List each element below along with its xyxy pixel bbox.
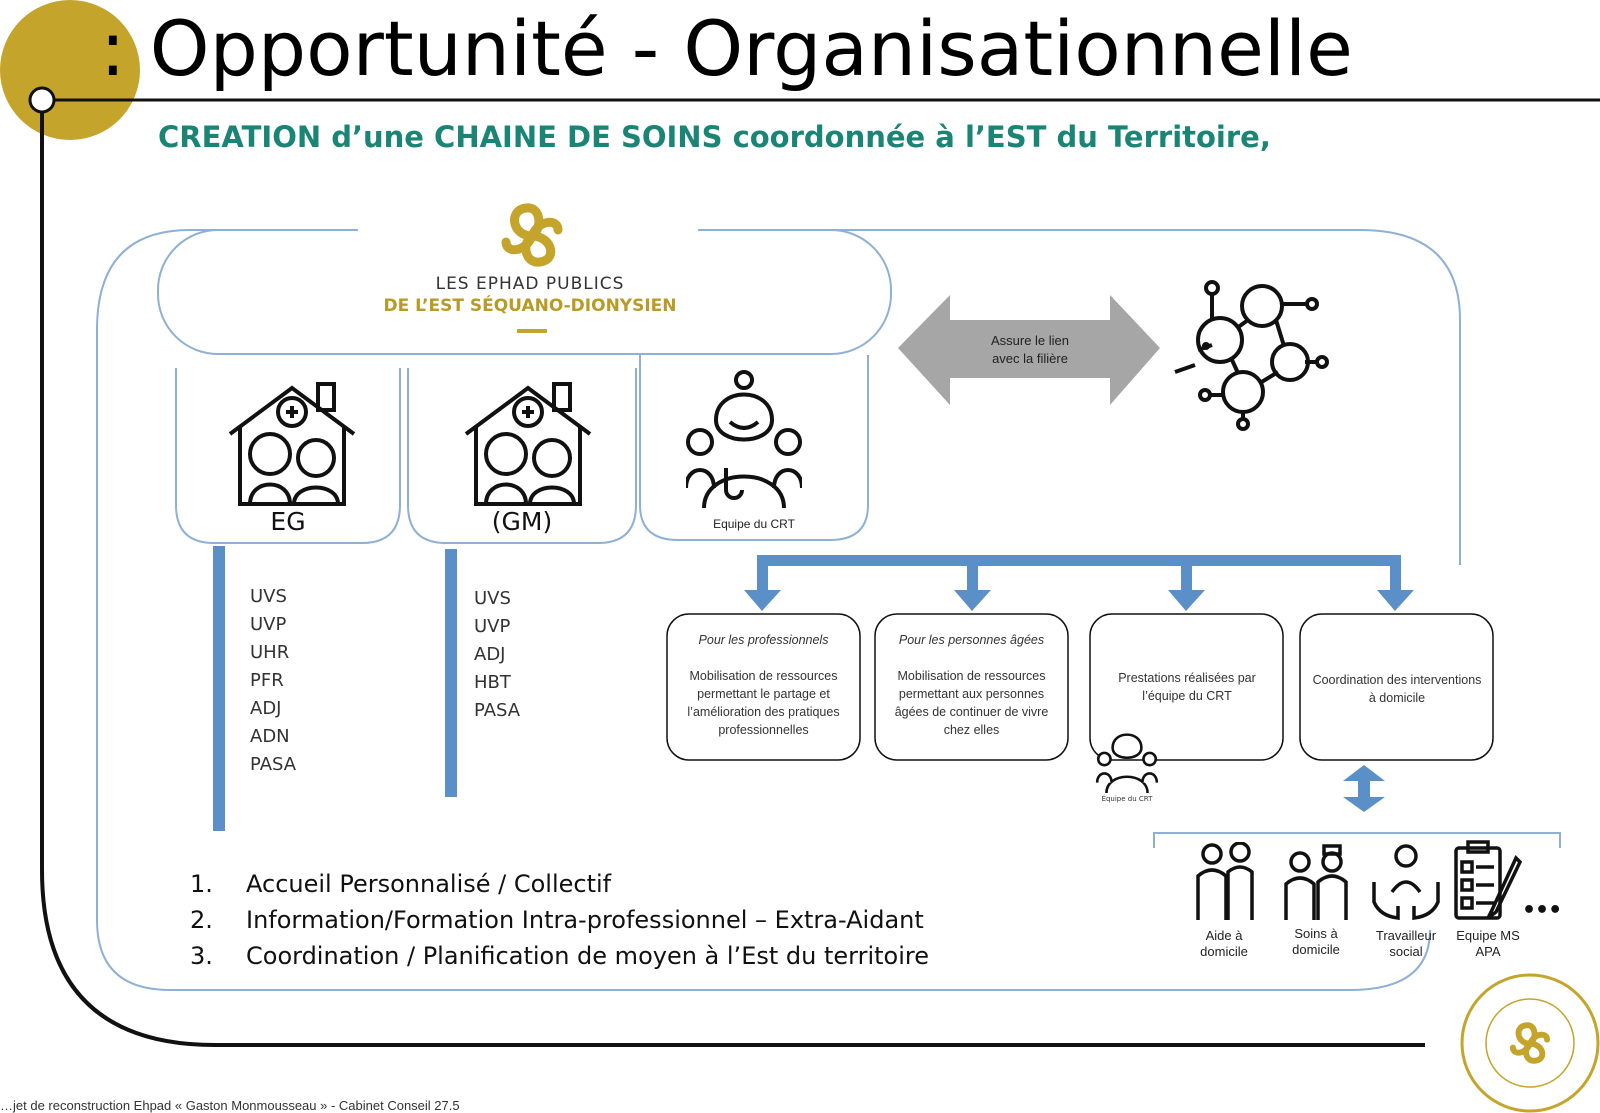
box-elderly-title: Pour les personnes âgées xyxy=(898,633,1045,647)
actor-label: Travailleur social xyxy=(1375,928,1437,959)
service-item: UVS xyxy=(474,588,511,609)
box-crt-services-body: Prestations réalisées par l’équipe du CRT xyxy=(1118,671,1256,703)
box-elderly-body: Mobilisation de ressources permettant aux personnes âgées de continuer de vivre chez elles xyxy=(894,669,1049,737)
eg-services-list xyxy=(250,583,296,779)
page-title: : Opportunité - Organisationnelle xyxy=(100,4,1353,93)
logo-underline xyxy=(517,329,547,333)
home-help-icon xyxy=(1190,842,1260,922)
social-worker-icon xyxy=(1370,842,1442,922)
service-item: ADJ xyxy=(250,698,282,719)
frame-node-circle xyxy=(30,88,54,112)
nursing-home-icon xyxy=(458,374,598,510)
medical-team-icon xyxy=(686,370,802,510)
distribution-connector xyxy=(744,555,1414,611)
actor-label: Equipe MS APA xyxy=(1456,928,1520,959)
objective-item: 1. Accueil Personnalisé / Collectif xyxy=(190,870,612,898)
crt-small-caption: Équipe du CRT xyxy=(1101,795,1153,803)
stamp-logo-mark xyxy=(1506,1020,1554,1066)
home-care-icon xyxy=(1280,840,1354,922)
service-item: UVP xyxy=(250,614,287,635)
footer-text: …jet de reconstruction Ehpad « Gaston Monmousseau » - Cabinet Conseil 27.5 xyxy=(0,1098,460,1113)
actor-label: Aide à domicile xyxy=(1200,928,1248,959)
eg-services-bar xyxy=(213,546,225,831)
vertical-double-arrow xyxy=(1343,765,1385,812)
link-arrow-text: Assure le lien avec la filière xyxy=(990,333,1070,366)
box-professionals-title: Pour les professionnels xyxy=(698,633,829,647)
service-item: UVP xyxy=(474,616,511,637)
ephad-logo-icon xyxy=(496,200,568,270)
service-item: ADN xyxy=(250,726,290,747)
gm-services-list xyxy=(474,585,520,725)
objective-item: 3. Coordination / Planification de moyen à l’Est du territoire xyxy=(190,942,929,970)
crt-team-caption: Equipe du CRT xyxy=(713,517,795,531)
page-subtitle: CREATION d’une CHAINE DE SOINS coordonnée à l’EST du Territoire, xyxy=(158,120,1271,154)
gm-services-bar xyxy=(445,549,457,797)
checklist-icon xyxy=(1452,840,1522,922)
more-actors-dots: ••• xyxy=(1522,898,1562,923)
card-gm-label: (GM) xyxy=(491,507,553,536)
objectives-list xyxy=(190,866,929,974)
network-icon xyxy=(1175,282,1327,429)
logo-line-2: DE L’EST SÉQUANO-DIONYSIEN xyxy=(383,296,677,316)
logo-line-1: LES EPHAD PUBLICS xyxy=(435,274,625,294)
service-item: HBT xyxy=(474,672,511,693)
medical-team-small-icon xyxy=(1094,722,1160,794)
actor-label: Soins à domicile xyxy=(1292,926,1340,957)
service-item: UVS xyxy=(250,586,287,607)
service-item: ADJ xyxy=(474,644,506,665)
nursing-home-icon xyxy=(222,374,362,510)
card-eg-label: EG xyxy=(270,507,306,536)
service-item: PASA xyxy=(250,754,297,775)
box-professionals-body: Mobilisation de ressources permettant le partage et l’amélioration des pratiques professionnelles xyxy=(687,669,840,737)
box-home-coordination-body: Coordination des interventions à domicile xyxy=(1312,673,1482,705)
service-item: PASA xyxy=(474,700,521,721)
service-item: UHR xyxy=(250,642,290,663)
objective-item: 2. Information/Formation Intra-professionnel – Extra-Aidant xyxy=(190,906,924,934)
service-item: PFR xyxy=(250,670,284,691)
